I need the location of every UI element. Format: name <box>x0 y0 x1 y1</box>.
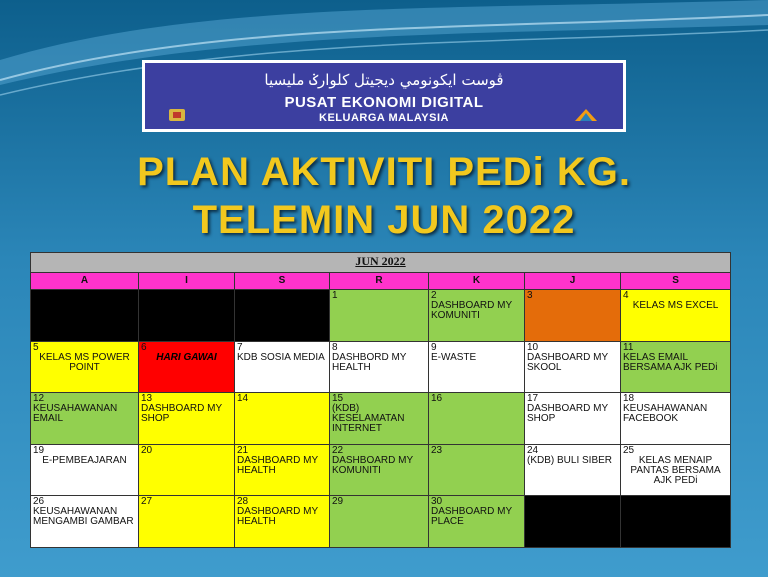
activity-text: E-WASTE <box>431 351 477 363</box>
activity-text: DASHBORD MY HEALTH <box>332 351 407 373</box>
day-number: 27 <box>141 496 153 508</box>
calendar-day-cell <box>235 290 330 342</box>
activity-text: DASHBOARD MY HEALTH <box>237 506 318 528</box>
activity-text: DASHBOARD MY SKOOL <box>527 351 608 373</box>
calendar-week-row <box>31 496 731 548</box>
activity-text: (KDB) KESELAMATAN INTERNET <box>332 403 405 435</box>
day-number: 19 <box>33 444 45 456</box>
calendar-day-cell <box>235 341 330 393</box>
activity-text: KELAS MS EXCEL <box>632 300 719 312</box>
activity-text: DASHBOARD MY KOMUNITI <box>431 300 512 322</box>
calendar-day-cell <box>31 393 139 445</box>
banner-title: PUSAT EKONOMI DIGITAL <box>284 94 484 111</box>
calendar-day-cell <box>330 393 429 445</box>
calendar-day-cell <box>31 444 139 496</box>
calendar-day-cell <box>31 290 139 342</box>
banner-subtitle: KELUARGA MALAYSIA <box>319 112 449 124</box>
pedi-logo-icon <box>573 107 599 123</box>
day-number: 8 <box>332 341 338 353</box>
day-number: 28 <box>237 496 249 508</box>
day-number: 25 <box>623 444 635 456</box>
calendar-week-row <box>31 290 731 342</box>
calendar-day-cell <box>330 496 429 548</box>
day-header: K <box>429 272 525 290</box>
calendar-day-cell <box>139 444 235 496</box>
activity-text: KELAS EMAIL BERSAMA AJK PEDi <box>623 351 718 373</box>
banner-jawi-text: ڤوست ايکونومي ديجيتل کلوارݢ مليسيا <box>264 71 504 89</box>
calendar-week-row <box>31 393 731 445</box>
day-number: 2 <box>431 290 437 302</box>
activity-text: KEUSAHAWANAN MENGAMBI GAMBAR <box>33 506 134 528</box>
calendar-week-row <box>31 444 731 496</box>
activity-text: KEUSAHAWANAN EMAIL <box>33 403 118 425</box>
calendar-day-cell <box>621 496 731 548</box>
calendar-month-header <box>31 253 731 273</box>
calendar-day-cell <box>429 341 525 393</box>
day-number: 12 <box>33 393 45 405</box>
activity-text: KELAS MENAIP PANTAS BERSAMA AJK PEDi <box>630 454 721 486</box>
activity-text: DASHBOARD MY KOMUNITI <box>332 454 413 476</box>
day-number: 6 <box>141 341 147 353</box>
activity-text: KEUSAHAWANAN FACEBOOK <box>623 403 708 425</box>
day-header: J <box>525 272 621 290</box>
calendar-day-cell <box>621 290 731 342</box>
calendar-day-cell <box>525 496 621 548</box>
calendar-day-cell <box>139 496 235 548</box>
calendar-day-cell <box>139 290 235 342</box>
calendar-day-cell <box>621 444 731 496</box>
day-number: 11 <box>623 341 634 353</box>
activity-text: KELAS MS POWER POINT <box>39 351 130 373</box>
day-number: 5 <box>33 341 39 353</box>
activity-calendar <box>30 252 731 548</box>
calendar-day-cell <box>525 341 621 393</box>
day-number: 13 <box>141 393 153 405</box>
day-number: 16 <box>431 393 443 405</box>
day-header: S <box>235 272 330 290</box>
pedi-banner <box>142 60 626 132</box>
calendar-day-cell <box>621 393 731 445</box>
day-number: 4 <box>623 290 629 302</box>
page-title-line1: PLAN AKTIVITI PEDi KG. <box>137 150 631 194</box>
calendar-day-cell <box>525 290 621 342</box>
calendar-day-cell <box>330 444 429 496</box>
activity-text: DASHBOARD MY PLACE <box>431 506 512 528</box>
day-number: 1 <box>332 290 338 302</box>
calendar-day-cell <box>139 341 235 393</box>
calendar-day-cell <box>429 393 525 445</box>
activity-text: E-PEMBEAJARAN <box>42 454 127 466</box>
calendar-day-cell <box>31 341 139 393</box>
day-number: 29 <box>332 496 344 508</box>
day-number: 30 <box>431 496 443 508</box>
calendar-week-row <box>31 341 731 393</box>
calendar-day-cell <box>31 496 139 548</box>
day-number: 20 <box>141 444 153 456</box>
activity-text: KDB SOSIA MEDIA <box>237 351 325 363</box>
calendar-day-cell <box>525 393 621 445</box>
day-header: I <box>139 272 235 290</box>
day-number: 23 <box>431 444 443 456</box>
calendar-day-cell <box>429 290 525 342</box>
calendar-day-cell <box>139 393 235 445</box>
day-number: 24 <box>527 444 539 456</box>
calendar-day-cell <box>330 341 429 393</box>
activity-text: (KDB) BULI SIBER <box>527 454 613 466</box>
calendar-day-cell <box>429 444 525 496</box>
calendar-day-cell <box>429 496 525 548</box>
day-number: 9 <box>431 341 437 353</box>
calendar-day-cell <box>235 444 330 496</box>
calendar-day-cell <box>235 393 330 445</box>
calendar-day-cell <box>621 341 731 393</box>
crest-logo-icon <box>165 107 189 123</box>
day-number: 21 <box>237 444 249 456</box>
calendar-day-cell <box>235 496 330 548</box>
day-number: 17 <box>527 393 539 405</box>
day-header: A <box>31 272 139 290</box>
day-number: 18 <box>623 393 635 405</box>
calendar-day-cell <box>330 290 429 342</box>
day-number: 10 <box>527 341 539 353</box>
calendar-day-cell <box>525 444 621 496</box>
month-label: JUN 2022 <box>355 254 406 268</box>
activity-text: DASHBOARD MY SHOP <box>141 403 222 425</box>
activity-text: HARI GAWAI <box>156 351 217 363</box>
day-number: 15 <box>332 393 344 405</box>
page-title-line2: TELEMIN JUN 2022 <box>192 198 576 242</box>
day-number: 26 <box>33 496 45 508</box>
activity-text: DASHBOARD MY SHOP <box>527 403 608 425</box>
day-header: R <box>330 272 429 290</box>
day-header: S <box>621 272 731 290</box>
day-number: 3 <box>527 290 533 302</box>
day-number: 22 <box>332 444 344 456</box>
activity-text: DASHBOARD MY HEALTH <box>237 454 318 476</box>
day-number: 14 <box>237 393 249 405</box>
day-number: 7 <box>237 341 243 353</box>
